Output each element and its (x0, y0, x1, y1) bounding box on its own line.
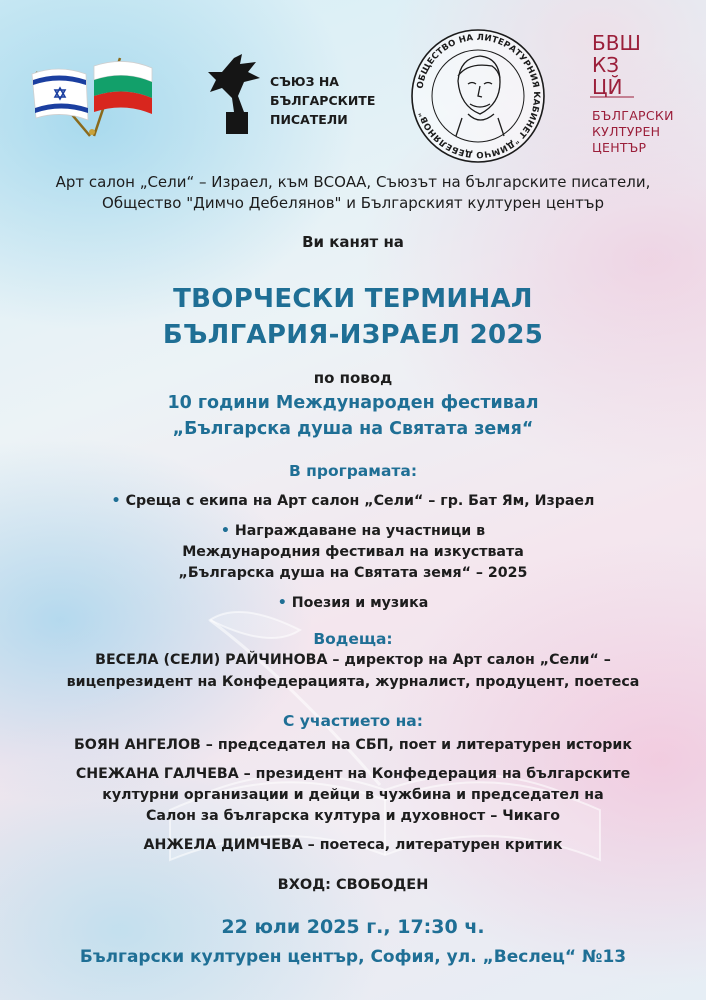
occasion-line-2: „Българска душа на Святата земя“ (172, 419, 534, 439)
invite-text: Ви канят на (302, 233, 404, 251)
writers-union-line-2: БЪЛГАРСКИТЕ (270, 93, 376, 108)
debelyanov-society-seal-logo (408, 26, 548, 166)
bkc-line-2: КУЛТУРЕН (592, 124, 661, 139)
participant-2-line-3: Салон за българска култура и духовност – Чикаго (145, 808, 561, 824)
program-item-3-text: Поезия и музика (291, 595, 429, 611)
svg-text:ЦЙ: ЦЙ (592, 75, 623, 98)
writers-union-logo-text (270, 72, 375, 129)
bulgarian-cultural-center-monogram-icon (590, 28, 650, 98)
title-line-1: ТВОРЧЕСКИ ТЕРМИНАЛ (173, 284, 533, 314)
participant-2-line-1: СНЕЖАНА ГАЛЧЕВА – президент на Конфедерация на българските (75, 766, 631, 782)
svg-text:КЗ: КЗ (592, 53, 620, 77)
bulgarian-cultural-center-logo-text (592, 108, 674, 156)
israel-bulgaria-flags-logo (28, 52, 156, 138)
entry-text: ВХОД: СВОБОДЕН (277, 877, 429, 893)
seal-text: ОБЩЕСТВО НА ЛИТЕРАТУРНИЯ КАБИНЕТ "ДИМЧО ДЕБЕЛЯНОВ" (415, 32, 542, 160)
title-line-2: БЪЛГАРИЯ-ИЗРАЕЛ 2025 (162, 320, 544, 350)
intro-line-1: Арт салон „Сели“ – Израел, към ВСОАА, Съюзът на българските писатели, (55, 173, 651, 191)
host-line-2: вицепрезидент на Конфедерацията, журналист, продуцент, поетеса (66, 674, 640, 690)
israel-flag-icon (32, 69, 90, 136)
bullet-icon: • (111, 493, 121, 509)
occasion-label: по повод (313, 369, 393, 387)
intro-line-2: Общество "Димчо Дебелянов" и Българският културен център (102, 194, 604, 212)
writers-union-logo-icon (204, 52, 266, 136)
occasion-line-1: 10 години Международен фестивал (167, 393, 539, 413)
event-venue: Български културен център, София, ул. „Веслец“ №13 (79, 947, 627, 967)
bullet-icon: • (220, 523, 230, 539)
program-heading: В програмата: (288, 462, 418, 480)
bullet-icon: • (277, 595, 287, 611)
participant-1: БОЯН АНГЕЛОВ – председател на СБП, поет и литературен историк (73, 737, 632, 753)
program-item-1 (0, 491, 706, 511)
participants-heading: С участието на: (283, 712, 423, 730)
program-item-3 (0, 593, 706, 613)
event-datetime: 22 юли 2025 г., 17:30 ч. (221, 916, 485, 938)
svg-text:БВШ: БВШ (592, 31, 641, 55)
participant-3: АНЖЕЛА ДИМЧЕВА – поетеса, литературен критик (143, 837, 563, 853)
program-item-1-text: Среща с екипа на Арт салон „Сели“ – гр. Бат Ям, Израел (125, 493, 595, 509)
host-line-1: ВЕСЕЛА (СЕЛИ) РАЙЧИНОВА – директор на Арт салон „Сели“ – (95, 652, 611, 668)
participant-2-line-2: културни организации и дейци в чужбина и председател на (102, 787, 604, 803)
bkc-line-1: БЪЛГАРСКИ (592, 108, 674, 123)
program-item-2-line-3: „Българска душа на Святата земя“ – 2025 (178, 565, 528, 581)
program-item-2-line-2: Международния фестивал на изкуствата (182, 544, 524, 560)
writers-union-line-1: СЪЮЗ НА (270, 74, 339, 89)
host-heading: Водеща: (313, 630, 393, 648)
program-item-2-line-1 (0, 521, 706, 541)
writers-union-line-3: ПИСАТЕЛИ (270, 112, 348, 127)
bkc-line-3: ЦЕНТЪР (592, 140, 647, 155)
program-item-2-text-1: Награждаване на участници в (234, 523, 486, 539)
bulgaria-flag-icon (94, 58, 152, 136)
